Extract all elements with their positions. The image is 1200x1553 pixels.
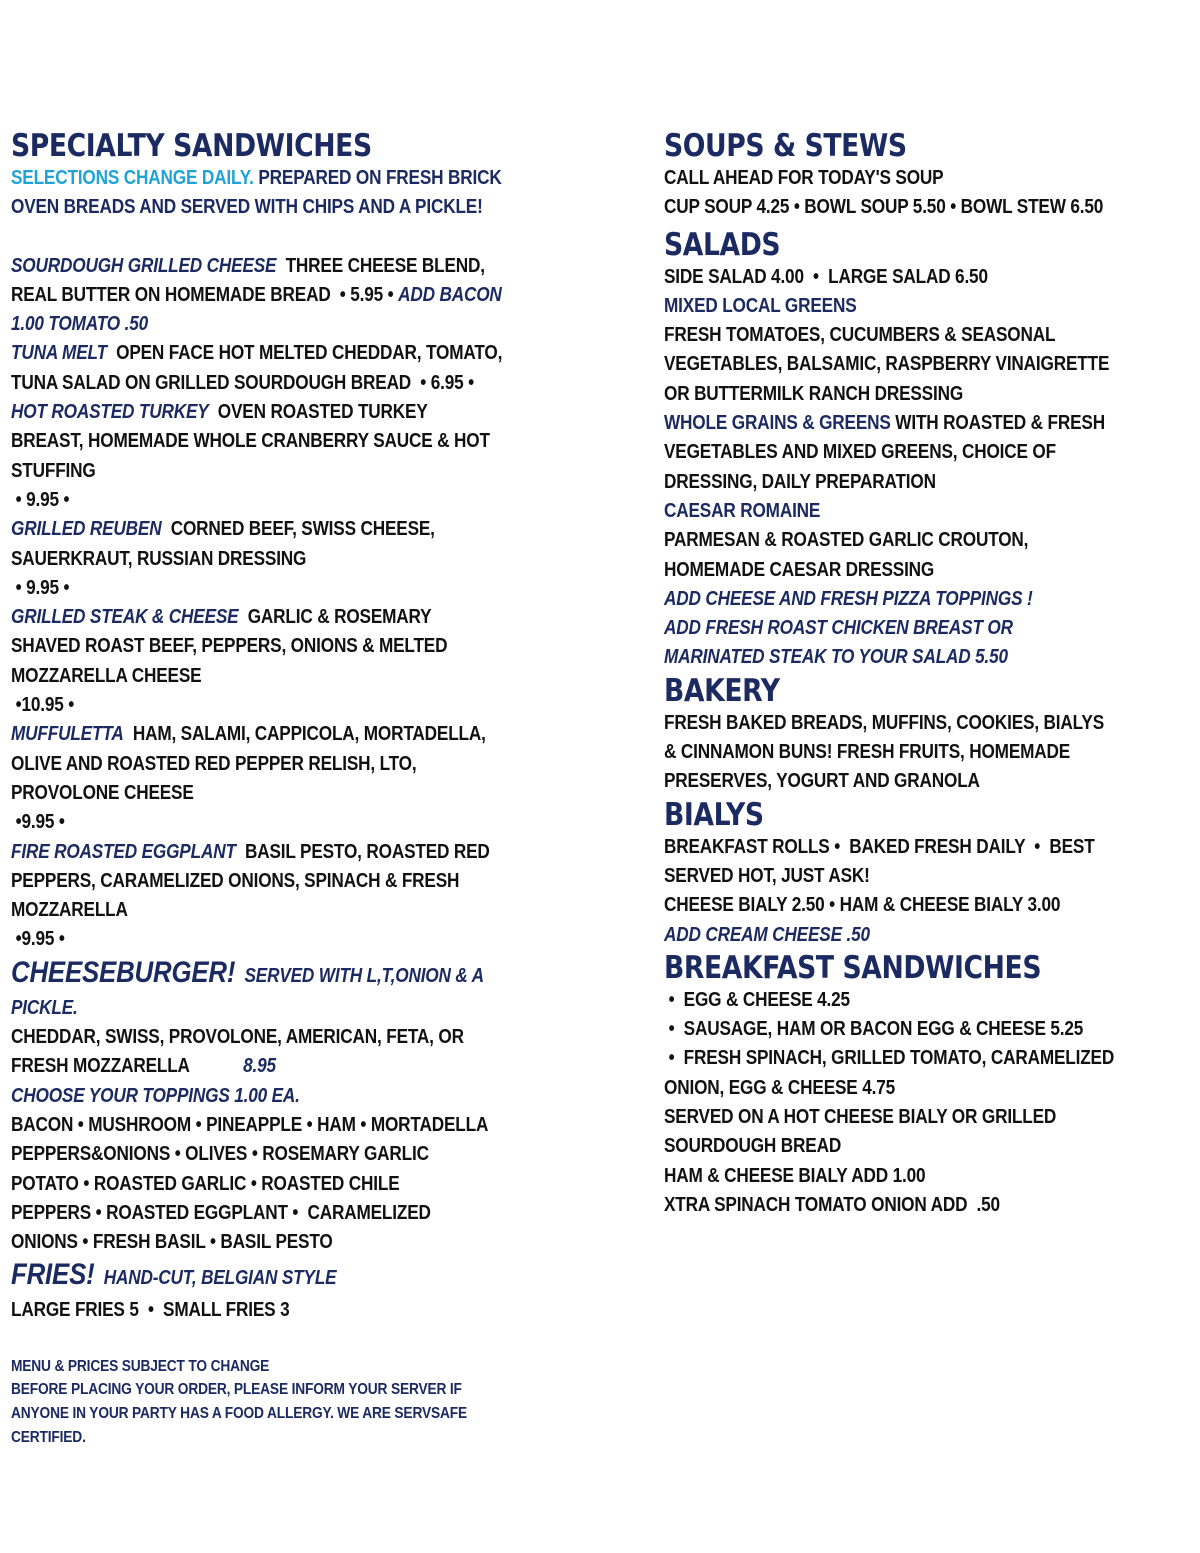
footer-line-3: ANYONE IN YOUR PARTY HAS A FOOD ALLERGY. WE ARE SERVSAFE bbox=[11, 1405, 467, 1423]
breakfast-line-1: • EGG & CHEESE 4.25 bbox=[664, 988, 850, 1011]
bialys-line-1: BREAKFAST ROLLS • BAKED FRESH DAILY • BEST bbox=[664, 835, 1095, 858]
fries-name: FRIES! bbox=[11, 1258, 95, 1292]
fries-sub: HAND-CUT, BELGIAN STYLE bbox=[94, 1267, 337, 1290]
footer-line-4: CERTIFIED. bbox=[11, 1429, 86, 1447]
cheeseburger-cheeses-1: CHEDDAR, SWISS, PROVOLONE, AMERICAN, FETA, OR bbox=[11, 1026, 464, 1049]
cheeseburger-toppings-note: CHOOSE YOUR TOPPINGS 1.00 EA. bbox=[11, 1084, 300, 1107]
salad-addon-3: MARINATED STEAK TO YOUR SALAD 5.50 bbox=[664, 646, 1008, 669]
steak-line-2: SHAVED ROAST BEEF, PEPPERS, ONIONS & MELTED bbox=[11, 635, 448, 658]
sourdough-line-3: 1.00 TOMATO .50 bbox=[11, 313, 148, 336]
muffuletta-price: •9.95 • bbox=[11, 811, 65, 834]
salads-heading: SALADS bbox=[664, 226, 781, 263]
muffuletta-line-2: OLIVE AND ROASTED RED PEPPER RELISH, LTO, bbox=[11, 752, 417, 775]
reuben-name: GRILLED REUBEN bbox=[11, 518, 162, 541]
turkey-line-1 bbox=[11, 398, 510, 427]
sourdough-addon: ADD BACON bbox=[398, 283, 502, 306]
salad-addon-1: ADD CHEESE AND FRESH PIZZA TOPPINGS ! bbox=[664, 587, 1033, 610]
whole-grains-desc-1: WITH ROASTED & FRESH bbox=[890, 412, 1105, 435]
breakfast-line-6: SOURDOUGH BREAD bbox=[664, 1135, 842, 1158]
eggplant-line-3: MOZZARELLA bbox=[11, 899, 128, 922]
soups-line-2: CUP SOUP 4.25 • BOWL SOUP 5.50 • BOWL STEW 6.50 bbox=[664, 196, 1104, 219]
intro-line-1 bbox=[11, 164, 510, 193]
eggplant-price: •9.95 • bbox=[11, 928, 65, 951]
left-column bbox=[11, 128, 591, 1450]
eggplant-line-2: PEPPERS, CARAMELIZED ONIONS, SPINACH & FRESH bbox=[11, 869, 460, 892]
intro-line-2: OVEN BREADS AND SERVED WITH CHIPS AND A PICKLE! bbox=[11, 196, 483, 219]
turkey-price: • 9.95 • bbox=[11, 488, 70, 511]
steak-desc-1: GARLIC & ROSEMARY bbox=[238, 606, 432, 629]
specialty-sandwiches-heading: SPECIALTY SANDWICHES bbox=[11, 128, 372, 164]
sourdough-desc-1: THREE CHEESE BLEND, bbox=[276, 254, 485, 277]
cheeseburger-sub-1: SERVED WITH L,T,ONION & A bbox=[235, 964, 484, 987]
muffuletta-desc-1: HAM, SALAMI, CAPPICOLA, MORTADELLA, bbox=[123, 723, 486, 746]
tuna-line-1 bbox=[11, 339, 510, 368]
mixed-local-greens: MIXED LOCAL GREENS bbox=[664, 294, 857, 317]
bialys-line-4: ADD CREAM CHEESE .50 bbox=[664, 923, 870, 946]
sourdough-line-2 bbox=[11, 281, 510, 310]
turkey-line-3: STUFFING bbox=[11, 459, 96, 482]
footer-line-2: BEFORE PLACING YOUR ORDER, PLEASE INFORM YOUR SERVER IF bbox=[11, 1381, 462, 1399]
cheeseburger-cheeses-2: FRESH MOZZARELLA bbox=[11, 1055, 190, 1078]
bialys-heading: BIALYS bbox=[664, 796, 764, 833]
eggplant-line-1 bbox=[11, 838, 510, 867]
bakery-line-1: FRESH BAKED BREADS, MUFFINS, COOKIES, BIALYS bbox=[664, 711, 1104, 734]
breakfast-line-7: HAM & CHEESE BIALY ADD 1.00 bbox=[664, 1164, 926, 1187]
bialys-line-2: SERVED HOT, JUST ASK! bbox=[664, 864, 870, 887]
toppings-line-5: ONIONS • FRESH BASIL • BASIL PESTO bbox=[11, 1231, 333, 1254]
reuben-desc-1: CORNED BEEF, SWISS CHEESE, bbox=[161, 518, 435, 541]
turkey-desc-1: OVEN ROASTED TURKEY bbox=[208, 401, 428, 424]
sourdough-line-1 bbox=[11, 252, 510, 281]
breakfast-line-8: XTRA SPINACH TOMATO ONION ADD .50 bbox=[664, 1193, 1000, 1216]
whole-grains-line-1 bbox=[664, 409, 1111, 438]
soups-heading: SOUPS & STEWS bbox=[664, 128, 907, 164]
bakery-line-2: & CINNAMON BUNS! FRESH FRUITS, HOMEMADE bbox=[664, 741, 1071, 764]
tuna-name: TUNA MELT bbox=[11, 342, 107, 365]
breakfast-line-2: • SAUSAGE, HAM OR BACON EGG & CHEESE 5.25 bbox=[664, 1018, 1084, 1041]
caesar-line-2: HOMEMADE CAESAR DRESSING bbox=[664, 558, 935, 581]
whole-grains-line-2: VEGETABLES AND MIXED GREENS, CHOICE OF bbox=[664, 441, 1056, 464]
steak-name: GRILLED STEAK & CHEESE bbox=[11, 606, 239, 629]
caesar-line-1: PARMESAN & ROASTED GARLIC CROUTON, bbox=[664, 529, 1029, 552]
footer-line-1: MENU & PRICES SUBJECT TO CHANGE bbox=[11, 1357, 270, 1375]
sourdough-name: SOURDOUGH GRILLED CHEESE bbox=[11, 254, 277, 277]
cheeseburger-line-1 bbox=[11, 955, 510, 994]
tuna-desc-1: OPEN FACE HOT MELTED CHEDDAR, TOMATO, bbox=[106, 342, 503, 365]
muffuletta-line-1 bbox=[11, 720, 510, 749]
toppings-line-1: BACON • MUSHROOM • PINEAPPLE • HAM • MORTADELLA bbox=[11, 1113, 489, 1136]
cheeseburger-sub-2: PICKLE. bbox=[11, 996, 78, 1019]
whole-grains-name: WHOLE GRAINS & GREENS bbox=[664, 412, 891, 435]
soups-line-1: CALL AHEAD FOR TODAY'S SOUP bbox=[664, 167, 944, 189]
mixed-line-1: FRESH TOMATOES, CUCUMBERS & SEASONAL bbox=[664, 324, 1056, 347]
toppings-line-4: PEPPERS • ROASTED EGGPLANT • CARAMELIZED bbox=[11, 1201, 431, 1224]
turkey-name: HOT ROASTED TURKEY bbox=[11, 401, 209, 424]
reuben-price: • 9.95 • bbox=[11, 576, 70, 599]
toppings-line-3: POTATO • ROASTED GARLIC • ROASTED CHILE bbox=[11, 1172, 400, 1195]
cheeseburger-name: CHEESEBURGER! bbox=[11, 955, 236, 989]
salads-prices: SIDE SALAD 4.00 • LARGE SALAD 6.50 bbox=[664, 265, 988, 288]
cheeseburger-price: 8.95 bbox=[243, 1055, 276, 1078]
toppings-line-2: PEPPERS&ONIONS • OLIVES • ROSEMARY GARLIC bbox=[11, 1143, 429, 1166]
spacer bbox=[11, 223, 591, 252]
reuben-line-2: SAUERKRAUT, RUSSIAN DRESSING bbox=[11, 547, 307, 570]
spacer bbox=[11, 1326, 591, 1355]
turkey-line-2: BREAST, HOMEMADE WHOLE CRANBERRY SAUCE & HOT bbox=[11, 430, 490, 453]
breakfast-line-5: SERVED ON A HOT CHEESE BIALY OR GRILLED bbox=[664, 1106, 1057, 1129]
breakfast-line-4: ONION, EGG & CHEESE 4.75 bbox=[664, 1076, 896, 1099]
mixed-line-2: VEGETABLES, BALSAMIC, RASPBERRY VINAIGRETTE bbox=[664, 353, 1110, 376]
bialys-line-3: CHEESE BIALY 2.50 • HAM & CHEESE BIALY 3.00 bbox=[664, 894, 1061, 917]
fries-prices: LARGE FRIES 5 • SMALL FRIES 3 bbox=[11, 1299, 290, 1322]
intro-rest: PREPARED ON FRESH BRICK bbox=[253, 167, 502, 189]
bakery-line-3: PRESERVES, YOGURT AND GRANOLA bbox=[664, 770, 980, 793]
whole-grains-line-3: DRESSING, DAILY PREPARATION bbox=[664, 470, 936, 493]
steak-line-1 bbox=[11, 603, 510, 632]
steak-price: •10.95 • bbox=[11, 694, 75, 717]
steak-line-3: MOZZARELLA CHEESE bbox=[11, 664, 202, 687]
tuna-line-2: TUNA SALAD ON GRILLED SOURDOUGH BREAD • 6.95 • bbox=[11, 371, 474, 394]
breakfast-line-3: • FRESH SPINACH, GRILLED TOMATO, CARAMELIZED bbox=[664, 1047, 1115, 1070]
mixed-line-3: OR BUTTERMILK RANCH DRESSING bbox=[664, 382, 964, 405]
selections-change-daily: SELECTIONS CHANGE DAILY. bbox=[11, 167, 254, 189]
eggplant-desc-1: BASIL PESTO, ROASTED RED bbox=[235, 840, 490, 863]
muffuletta-line-3: PROVOLONE CHEESE bbox=[11, 781, 194, 804]
cheeseburger-cheeses-2-line bbox=[11, 1052, 510, 1081]
bakery-heading: BAKERY bbox=[664, 672, 780, 709]
muffuletta-name: MUFFULETTA bbox=[11, 723, 124, 746]
reuben-line-1 bbox=[11, 515, 510, 544]
eggplant-name: FIRE ROASTED EGGPLANT bbox=[11, 840, 236, 863]
breakfast-heading: BREAKFAST SANDWICHES bbox=[664, 949, 1042, 986]
right-column bbox=[664, 128, 1184, 1220]
fries-line-1 bbox=[11, 1257, 510, 1296]
sourdough-desc-2: REAL BUTTER ON HOMEMADE BREAD • 5.95 • bbox=[11, 283, 399, 306]
salad-addon-2: ADD FRESH ROAST CHICKEN BREAST OR bbox=[664, 617, 1013, 640]
caesar-romaine: CAESAR ROMAINE bbox=[664, 499, 821, 522]
